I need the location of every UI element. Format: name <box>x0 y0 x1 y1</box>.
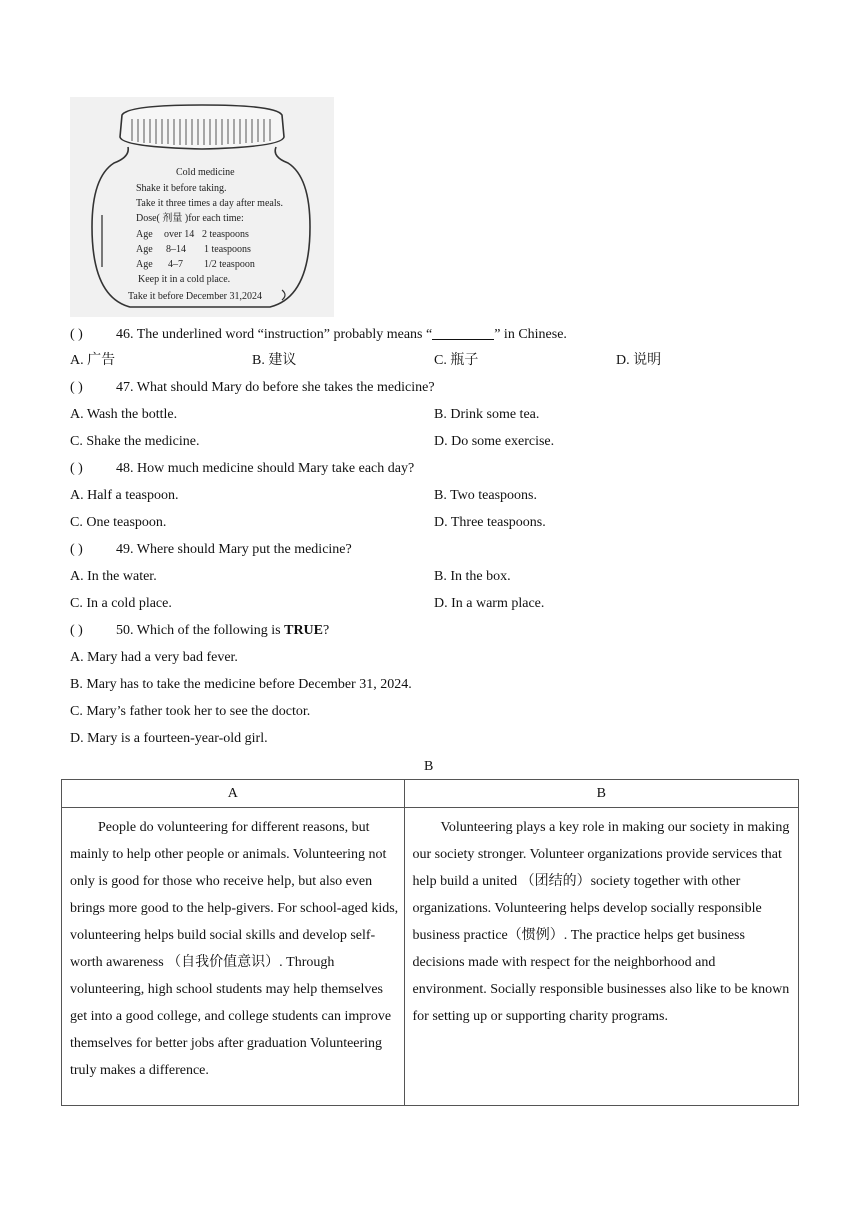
option-b: B. 建议 <box>252 353 297 368</box>
answer-paren[interactable]: ( ) <box>70 327 83 342</box>
option-a: A. In the water. <box>70 569 157 584</box>
answer-paren[interactable]: ( ) <box>70 380 83 395</box>
option-d: D. 说明 <box>616 353 662 368</box>
dose-row-amount: 2 teaspoons <box>202 229 249 240</box>
option-c: C. In a cold place. <box>70 596 172 611</box>
table-header-a: A <box>62 780 405 808</box>
option-b: B. Mary has to take the medicine before December 31, 2024. <box>70 677 412 692</box>
dose-row-amount: 1/2 teaspoon <box>204 259 255 270</box>
answer-blank <box>432 325 494 340</box>
option-a: A. Half a teaspoon. <box>70 488 179 503</box>
option-b: B. In the box. <box>434 569 511 584</box>
option-a: A. 广告 <box>70 353 116 368</box>
dose-row-age: 4–7 <box>168 259 183 270</box>
question-stem: 47. What should Mary do before she takes the medicine? <box>116 380 435 395</box>
question-stem: 49. Where should Mary put the medicine? <box>116 542 352 557</box>
option-d: D. Three teaspoons. <box>434 515 546 530</box>
question-49 <box>70 541 352 559</box>
option-c: C. Shake the medicine. <box>70 434 200 449</box>
medicine-jar-image <box>70 97 334 317</box>
option-a: A. Wash the bottle. <box>70 407 178 422</box>
passage-table <box>61 779 799 1106</box>
question-46 <box>70 325 567 344</box>
answer-paren[interactable]: ( ) <box>70 461 83 476</box>
dose-row-label: Age <box>136 244 153 255</box>
jar-line-3: Dose( 剂量 )for each time: <box>136 213 244 224</box>
passage-a-text: People do volunteering for different reasons, but mainly to help other people or animals. Volunteering not only is good for those who receive help, but also even brings more good to the help-givers. For school-aged kids, volunteering helps build social skills and develop self-worth awareness （自我价值意识）. Through volunteering, high school students may help themselves get into a good college, and college students can improve themselves for better jobs after graduation Volunteering truly makes a difference. <box>70 820 399 1078</box>
question-47 <box>70 379 435 397</box>
option-c: C. 瓶子 <box>434 353 479 368</box>
jar-title: Cold medicine <box>176 167 235 178</box>
question-stem-end: ? <box>323 623 330 638</box>
option-d: D. In a warm place. <box>434 596 545 611</box>
table-header-b: B <box>404 780 798 808</box>
option-d: D. Do some exercise. <box>434 434 555 449</box>
question-stem-bold: TRUE <box>284 623 324 638</box>
option-c: C. One teaspoon. <box>70 515 167 530</box>
dose-row-label: Age <box>136 229 153 240</box>
question-stem: 46. The underlined word “instruction” probably means “ <box>116 327 433 342</box>
medicine-jar-drawing <box>70 97 334 317</box>
jar-line-1: Shake it before taking. <box>136 183 227 194</box>
passage-cell-b <box>404 808 798 1106</box>
table-row <box>62 808 799 1106</box>
dose-row-age: 8–14 <box>166 244 186 255</box>
question-50 <box>70 622 329 640</box>
option-a: A. Mary had a very bad fever. <box>70 650 238 665</box>
question-stem: 50. Which of the following is <box>116 623 285 638</box>
jar-expiry: Take it before December 31,2024 <box>128 291 262 302</box>
dose-row-amount: 1 teaspoons <box>204 244 251 255</box>
section-label: B <box>424 759 434 774</box>
option-b: B. Two teaspoons. <box>434 488 537 503</box>
question-stem-end: ” in Chinese. <box>494 327 567 342</box>
question-48 <box>70 460 414 478</box>
passage-b-text: Volunteering plays a key role in making our society in making our society stronger. Volunteer organizations provide services that help build a united （团结的）society together with other organizations. Volunteering helps develop socially responsible business practice（惯例）. The practice helps get business decisions made with respect for the neighborhood and environment. Socially responsible businesses also like to be known for setting up or supporting charity programs. <box>412 820 790 1024</box>
table-header-row <box>62 780 799 808</box>
dose-row-age: over 14 <box>164 229 195 240</box>
question-stem: 48. How much medicine should Mary take each day? <box>116 461 415 476</box>
option-c: C. Mary’s father took her to see the doctor. <box>70 704 311 719</box>
answer-paren[interactable]: ( ) <box>70 542 83 557</box>
dose-row-label: Age <box>136 259 153 270</box>
jar-storage: Keep it in a cold place. <box>138 274 231 285</box>
option-d: D. Mary is a fourteen-year-old girl. <box>70 731 268 746</box>
option-b: B. Drink some tea. <box>434 407 540 422</box>
jar-line-2: Take it three times a day after meals. <box>136 198 284 209</box>
passage-cell-a <box>62 808 405 1106</box>
answer-paren[interactable]: ( ) <box>70 623 83 638</box>
